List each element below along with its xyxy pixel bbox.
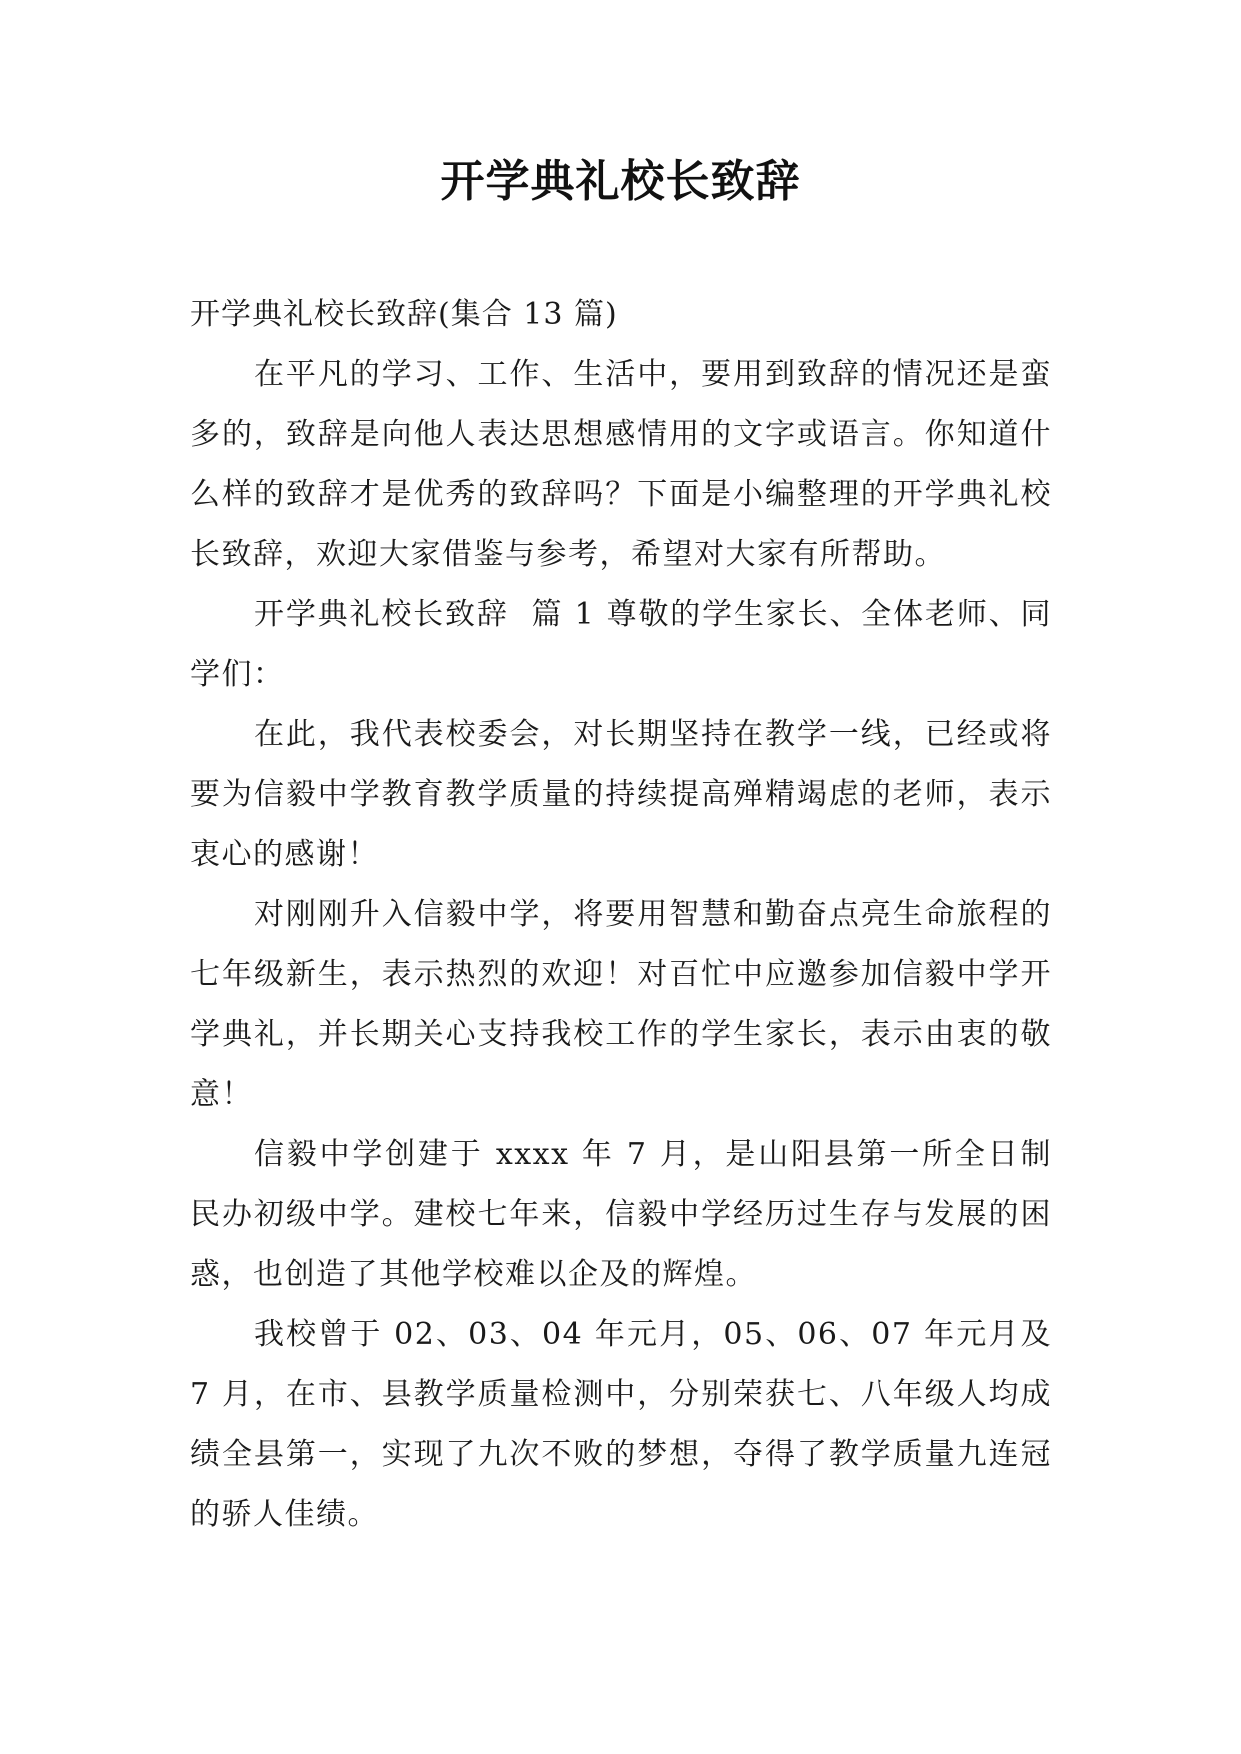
paragraph-salutation: 开学典礼校长致辞 篇 1 尊敬的学生家长、全体老师、同学们： — [190, 597, 1052, 692]
paragraph-thanks-teachers: 在此，我代表校委会，对长期坚持在教学一线，已经或将要为信毅中学教育教学质量的持续提高殚精竭虑的老师，表示衷心的感谢！ — [190, 717, 1052, 872]
paragraph-achievements: 我校曾于 02、03、04 年元月，05、06、07 年元月及 7 月，在市、县教学质量检测中，分别荣获七、八年级人均成绩全县第一，实现了九次不败的梦想，夺得了教学质量九连冠的骄人佳绩。 — [190, 1317, 1064, 1532]
paragraph-welcome-students: 对刚刚升入信毅中学，将要用智慧和勤奋点亮生命旅程的七年级新生，表示热烈的欢迎！对百忙中应邀参加信毅中学开学典礼，并长期关心支持我校工作的学生家长，表示由衷的敬意！ — [190, 897, 1052, 1112]
document-body — [190, 285, 1064, 1545]
paragraph-intro: 在平凡的学习、工作、生活中，要用到致辞的情况还是蛮多的，致辞是向他人表达思想感情用的文字或语言。你知道什么样的致辞才是优秀的致辞吗？下面是小编整理的开学典礼校长致辞，欢迎大家借鉴与参考，希望对大家有所帮助。 — [190, 357, 1052, 572]
document-subtitle: 开学典礼校长致辞(集合 13 篇) — [190, 297, 618, 332]
paragraph-school-history: 信毅中学创建于 xxxx 年 7 月，是山阳县第一所全日制民办初级中学。建校七年来，信毅中学经历过生存与发展的困惑，也创造了其他学校难以企及的辉煌。 — [190, 1137, 1052, 1292]
document-title: 开学典礼校长致辞 — [440, 156, 801, 207]
